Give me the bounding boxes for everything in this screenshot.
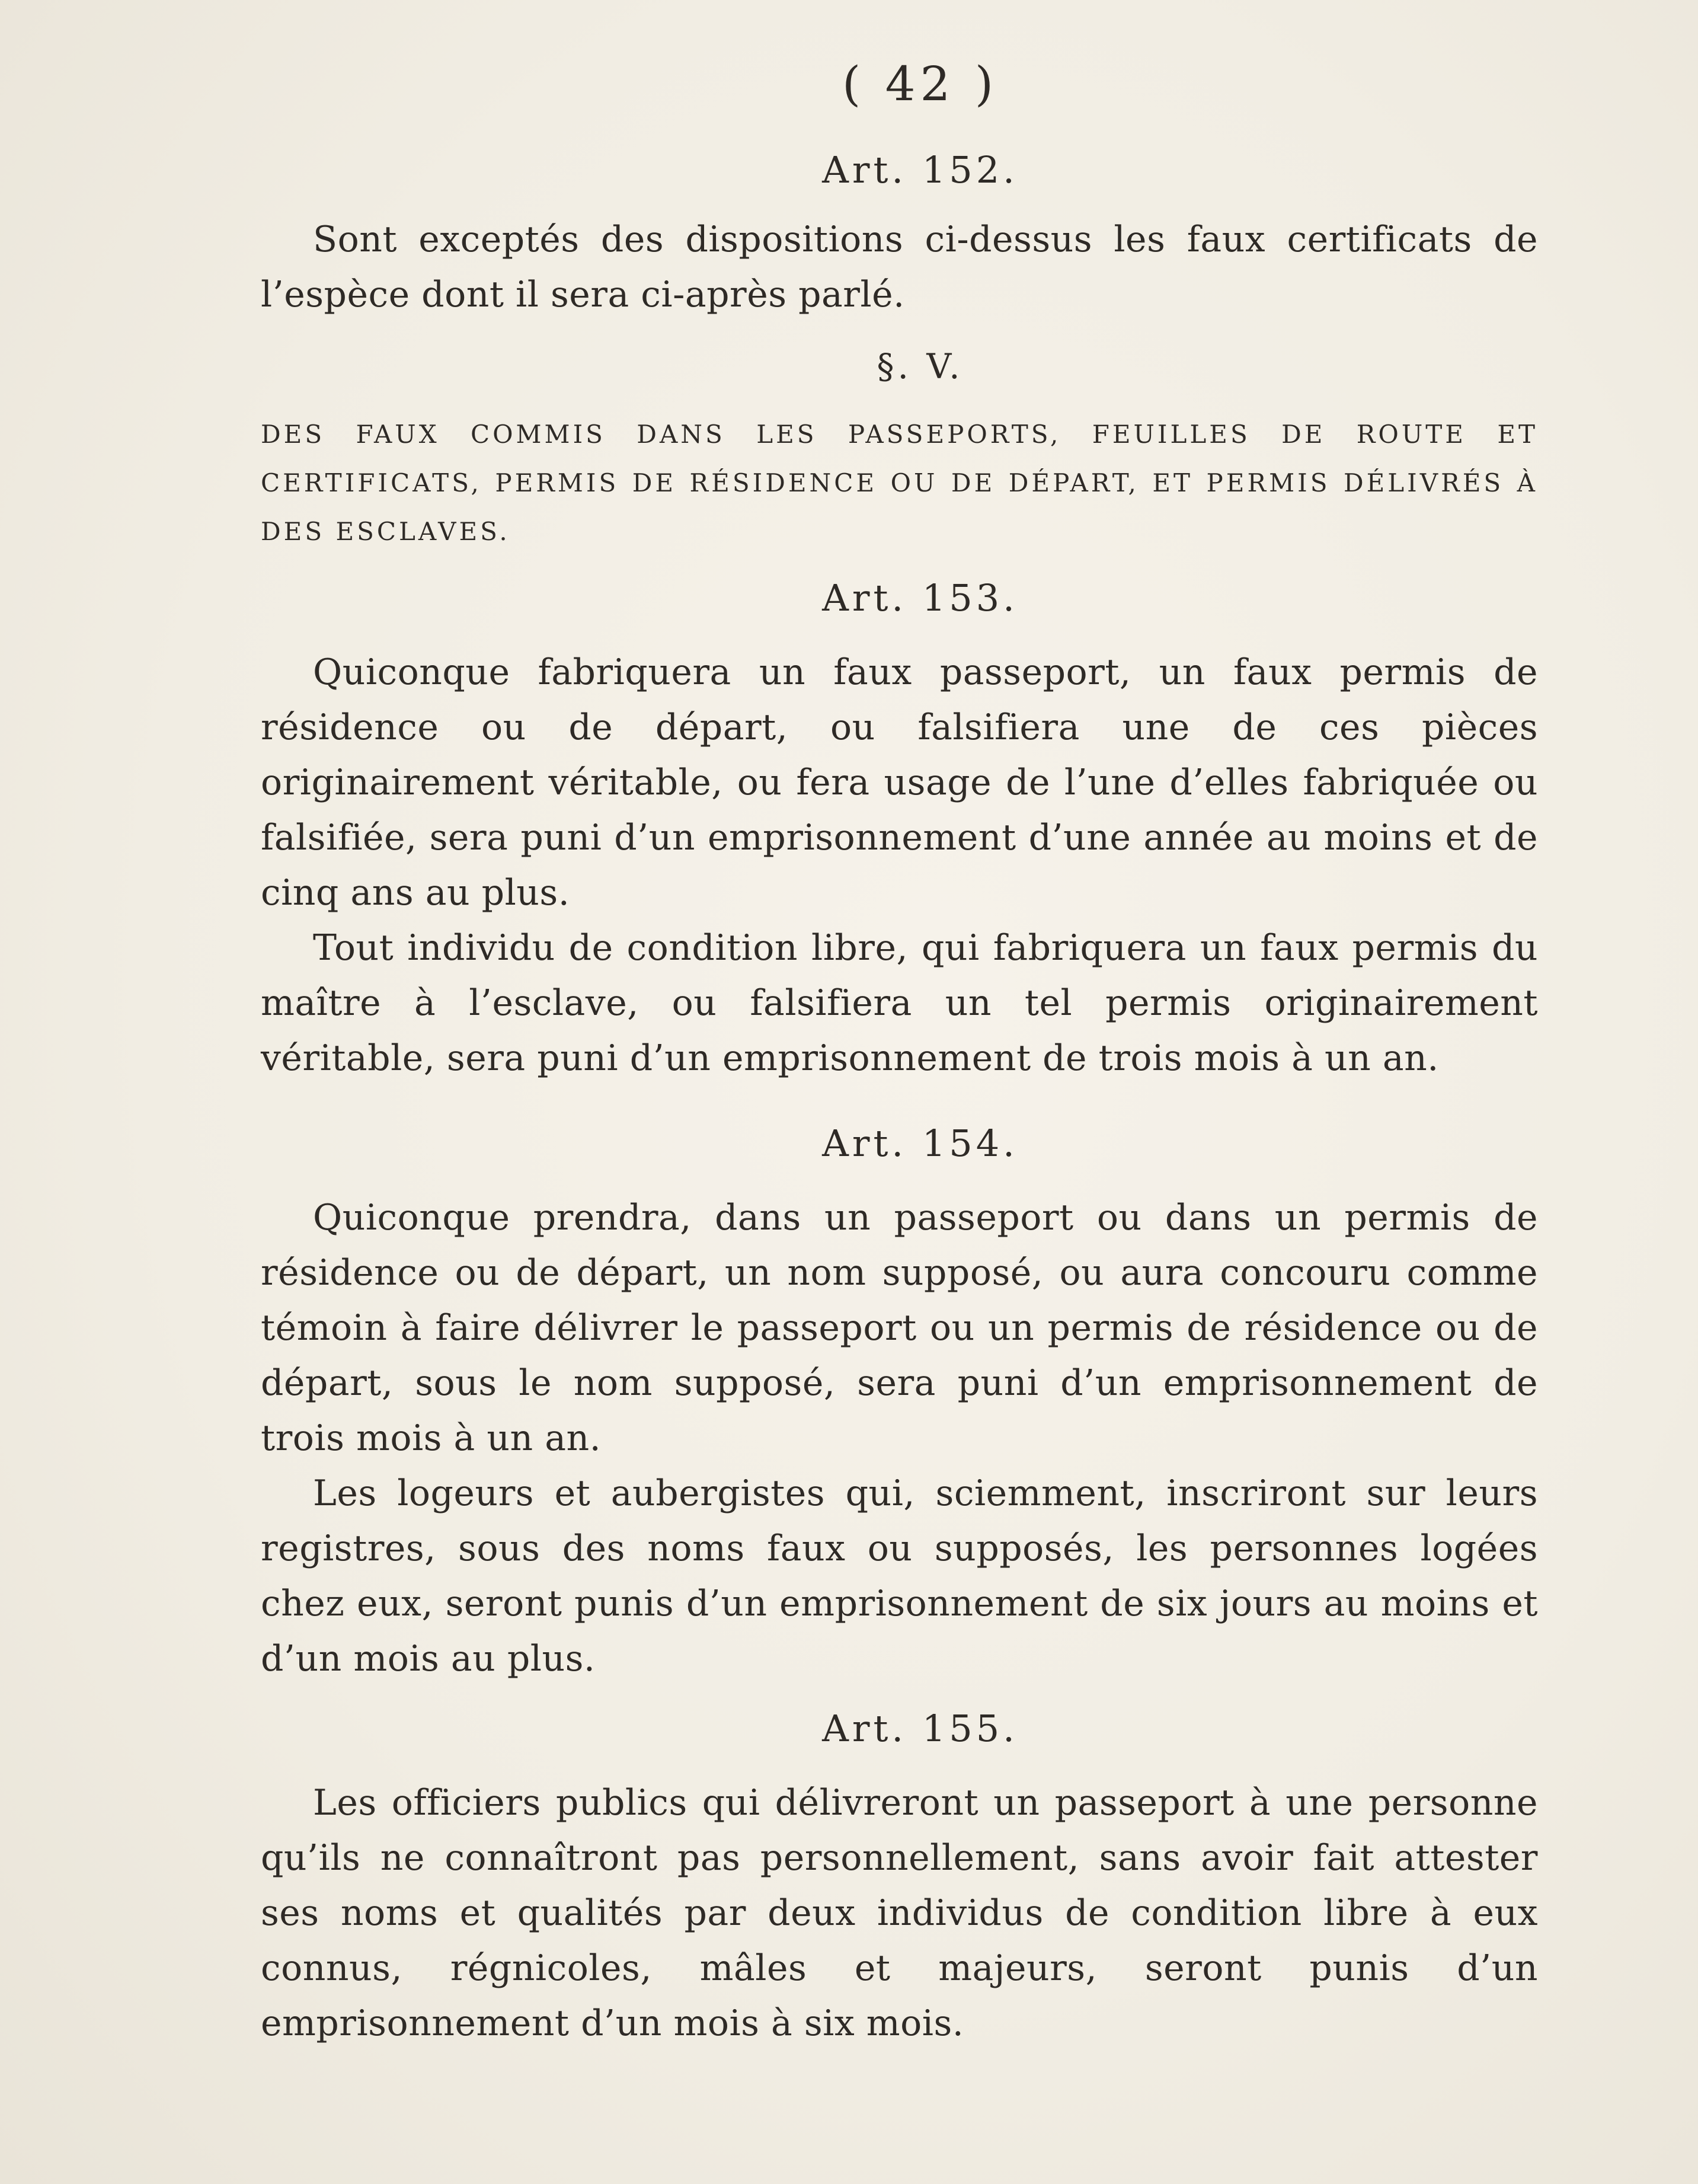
- article-153-paragraph-1: Quiconque fabriquera un faux passeport, un faux permis de résidence ou de départ, ou falsifiera une de ces pièces originairement véritable, ou fera usage de l’une d’elles fabriquée ou falsifiée, sera puni d’un emprisonnement d’une année au moins et de cinq ans au plus.: [261, 652, 1538, 914]
- article-154-paragraph-1: Quiconque prendra, dans un passeport ou dans un permis de résidence ou de départ, un nom supposé, ou aura concouru comme témoin à faire délivrer le passeport ou un permis de résidence ou de départ, sous le nom supposé, sera puni d’un emprisonnement de trois mois à un an.: [261, 1197, 1538, 1459]
- article-154-heading: Art. 154.: [822, 1122, 1018, 1165]
- article-155-heading: Art. 155.: [822, 1707, 1018, 1750]
- article-155-paragraph-1: Les officiers publics qui délivreront un passeport à une personne qu’ils ne connaîtront pas personnellement, sans avoir fait attester ses noms et qualités par deux individus de condition libre à eux connus, régnicoles, mâles et majeurs, seront punis d’un emprisonnement d’un mois à six mois.: [261, 1782, 1538, 2044]
- page-content: [261, 56, 1538, 2051]
- article-152-heading: Art. 152.: [822, 148, 1018, 191]
- article-152-paragraph-1: Sont exceptés des dispositions ci-dessus les faux certificats de l’espèce dont il sera ci-après parlé.: [261, 219, 1538, 315]
- section-title: DES FAUX COMMIS DANS LES PASSEPORTS, FEUILLES DE ROUTE ET CERTIFICATS, PERMIS DE RÉSIDENCE OU DE DÉPART, ET PERMIS DÉLIVRÉS À DES ESCLAVES.: [261, 420, 1538, 546]
- article-153-paragraph-2: Tout individu de condition libre, qui fabriquera un faux permis du maître à l’esclave, ou falsifiera un tel permis originairement véritable, sera puni d’un emprisonnement de trois mois à un an.: [261, 927, 1538, 1079]
- section-mark: §. V.: [877, 346, 964, 387]
- article-154-paragraph-2: Les logeurs et aubergistes qui, sciemment, inscriront sur leurs registres, sous des noms faux ou supposés, les personnes logées chez eux, seront punis d’un emprisonnement de six jours au moins et d’un mois au plus.: [261, 1473, 1538, 1679]
- article-153-heading: Art. 153.: [822, 576, 1018, 620]
- page-number: ( 42 ): [842, 56, 999, 111]
